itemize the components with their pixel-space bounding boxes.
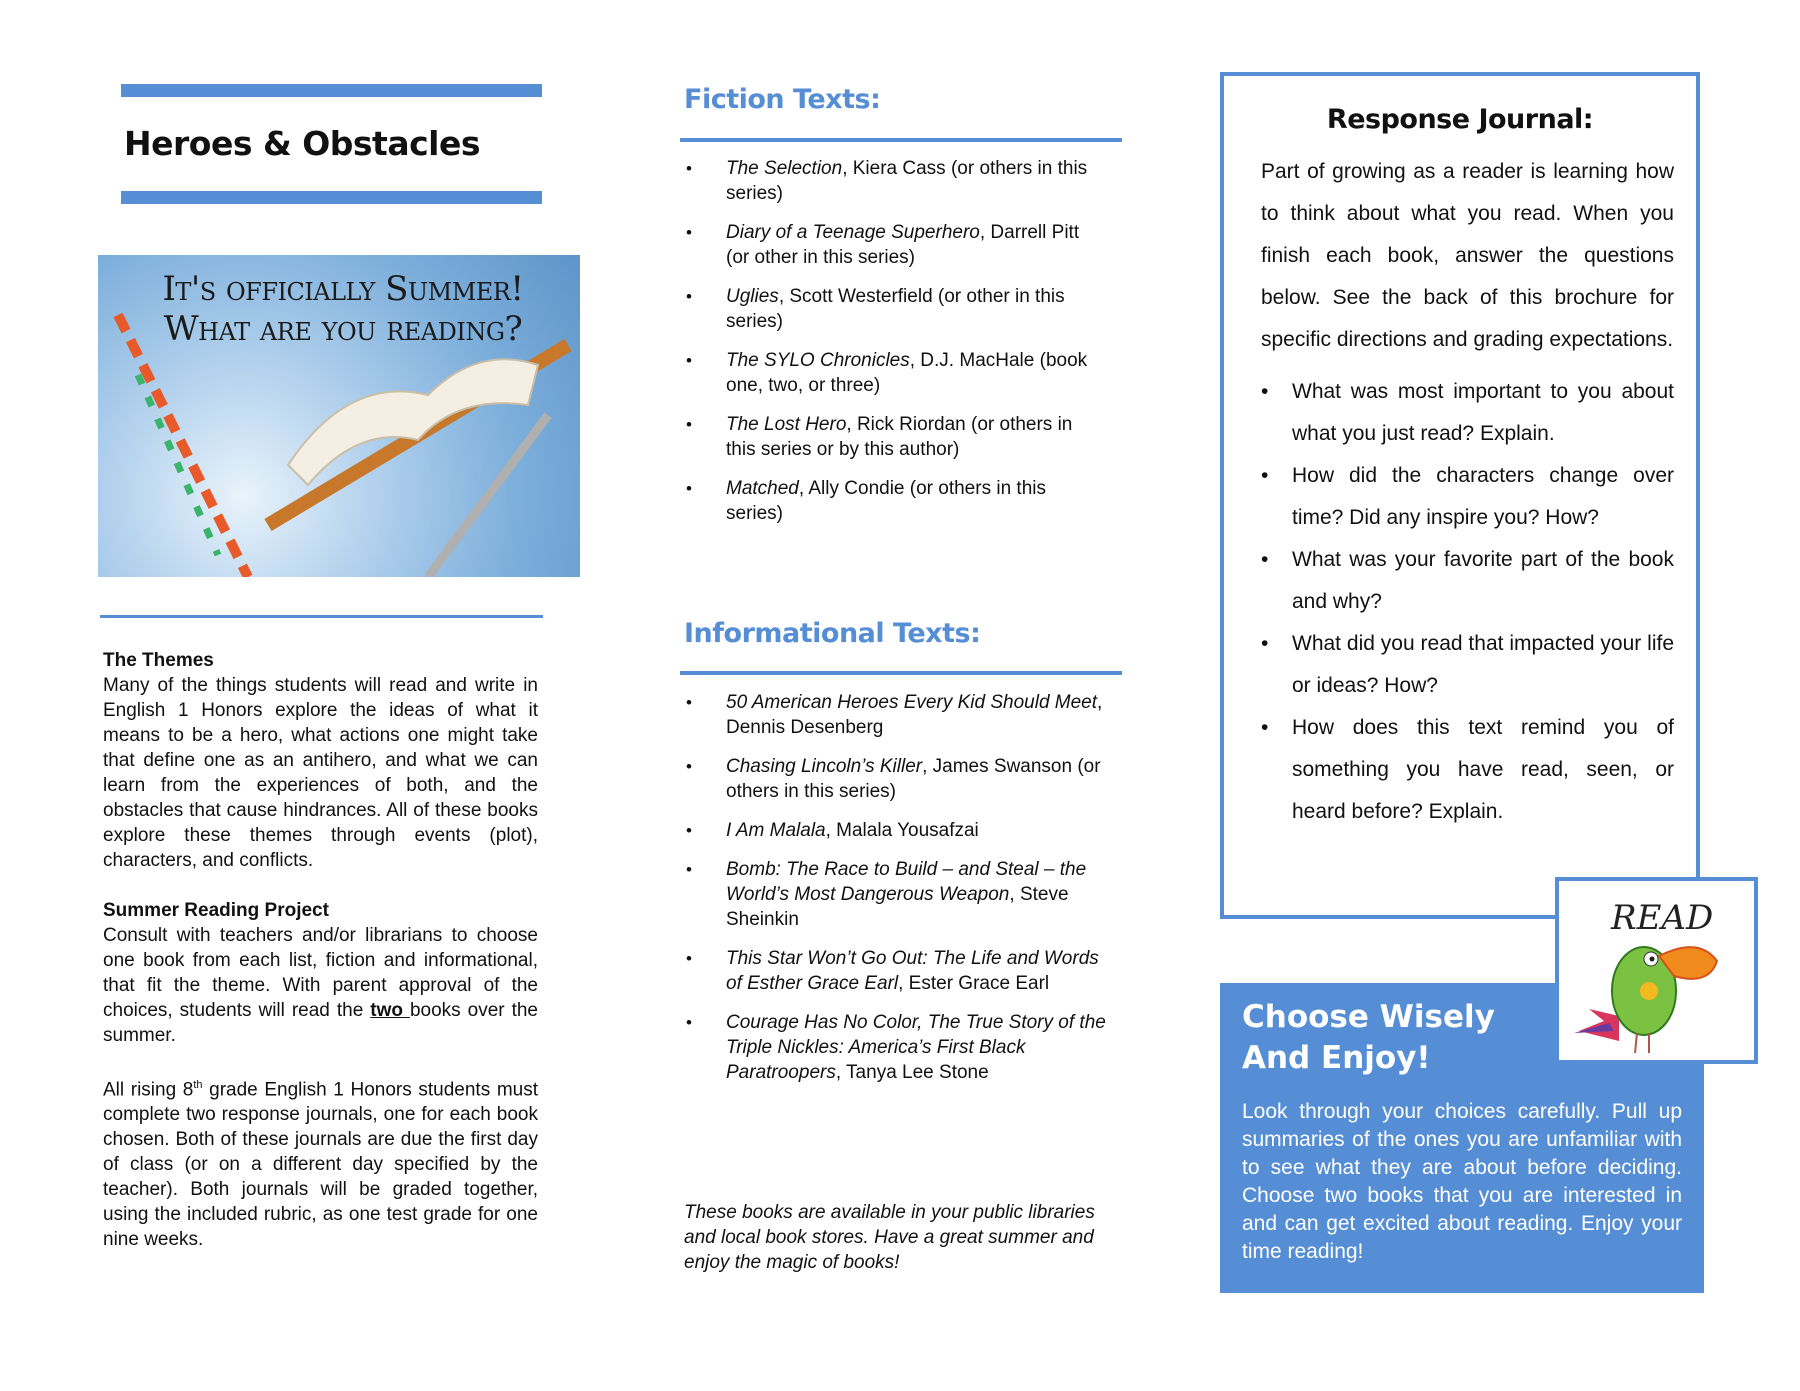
book-title: This Star Won’t Go Out: The Life and Words of Esther Grace Earl	[726, 948, 1099, 994]
book-author: , Darrell Pitt (or other in this series)	[726, 222, 1080, 268]
journal-question: • How did the characters change over time? Did any inspire you? How?	[1261, 455, 1674, 539]
book-title: I Am Malala	[726, 820, 826, 841]
informational-rule	[680, 671, 1122, 675]
section-rule	[100, 615, 543, 618]
book-title: The Lost Hero	[726, 414, 847, 435]
themes-section	[103, 648, 538, 1252]
read-parrot-image	[1555, 877, 1758, 1064]
book-title: The Selection	[726, 158, 843, 179]
book-author: , D.J. MacHale (book one, two, or three)	[726, 350, 1088, 396]
journal-intro: Part of growing as a reader is learning how to think about what you read. When you finish each book, answer the questions below. See the back of this brochure for specific directions and grading expectations.	[1261, 160, 1674, 351]
book-title: Uglies	[726, 286, 779, 307]
book-title: Chasing Lincoln’s Killer	[726, 756, 923, 777]
book-title: The SYLO Chronicles	[726, 350, 910, 371]
journal-heading: Response Journal:	[1326, 104, 1594, 135]
book-list-item	[686, 476, 1106, 526]
closing-note: These books are available in your public libraries and local book stores. Have a great summer and enjoy the magic of books!	[684, 1202, 1095, 1273]
rising-text-part: grade English 1 Honors students must complete two response journals, one for each book chosen. Both of these journals are due the first day of class (or on a different day specified by the teacher). Both journals will be graded together, using the included rubric, as one test grade for one nine weeks.	[103, 1079, 538, 1251]
project-heading: Summer Reading Project	[103, 900, 329, 921]
project-text-part: books over the summer.	[103, 1000, 539, 1046]
book-list-item	[686, 754, 1106, 804]
question-list	[1261, 371, 1674, 833]
book-author: , Dennis Desenberg	[726, 692, 1103, 738]
parrot-icon	[1559, 881, 1754, 1060]
book-author: , Steve Sheinkin	[726, 884, 1069, 930]
fiction-heading: Fiction Texts:	[684, 84, 881, 115]
book-list-item	[686, 284, 1106, 334]
book-title: Diary of a Teenage Superhero	[726, 222, 980, 243]
book-list-item	[686, 412, 1106, 462]
choose-heading-line2: And Enjoy!	[1242, 1040, 1431, 1076]
image-caption-line2: What are you reading?	[163, 309, 523, 349]
book-author: , Scott Westerfield (or other in this series)	[726, 286, 1065, 332]
journal-question: • What did you read that impacted your life or ideas? How?	[1261, 623, 1674, 707]
book-author: , Rick Riordan (or others in this series or by this author)	[726, 414, 1073, 460]
book-title: Bomb: The Race to Build – and Steal – the World’s Most Dangerous Weapon	[726, 859, 1087, 905]
book-list-item	[686, 818, 1106, 843]
book-title: 50 American Heroes Every Kid Should Meet	[726, 692, 1098, 713]
book-author: , Tanya Lee Stone	[835, 1062, 989, 1083]
informational-list	[686, 690, 1106, 1099]
project-emphasis: two	[370, 1000, 410, 1021]
book-list-item	[686, 857, 1106, 932]
book-list-item	[686, 220, 1106, 270]
summer-reading-image	[98, 255, 580, 577]
choose-heading-line1: Choose Wisely	[1242, 999, 1495, 1035]
choose-text: Look through your choices carefully. Pull up summaries of the ones you are unfamiliar with to see what they are about before deciding. Choose two books that you are interested in and can get excited about reading. Enjoy your time reading!	[1242, 1100, 1682, 1263]
book-list-item	[686, 348, 1106, 398]
rising-text	[103, 1073, 538, 1252]
rising-text-part: All rising 8	[103, 1079, 194, 1101]
choose-heading	[1242, 997, 1495, 1079]
book-author: , Kiera Cass (or others in this series)	[726, 158, 1088, 204]
title-bottom-rule	[121, 191, 542, 204]
book-author: , Ally Condie (or others in this series)	[726, 478, 1046, 524]
informational-heading: Informational Texts:	[684, 618, 981, 649]
journal-question: • How does this text remind you of something you have read, seen, or heard before? Explain.	[1261, 707, 1674, 833]
ordinal-suffix: th	[193, 1079, 203, 1091]
project-text-part: Consult with teachers and/or librarians to choose one book from each list, fiction and informational, that fit the theme. With parent approval of the choices, students will read the	[103, 925, 538, 1021]
parrot-read-lettering: READ	[1611, 898, 1714, 938]
project-text	[103, 923, 538, 1048]
fiction-rule	[680, 138, 1122, 142]
fiction-list	[686, 156, 1106, 540]
book-list-item	[686, 156, 1106, 206]
book-list-item	[686, 946, 1106, 996]
themes-heading: The Themes	[103, 650, 214, 671]
book-list-item	[686, 690, 1106, 740]
book-author: , Malala Yousafzai	[825, 820, 979, 841]
journal-question: • What was your favorite part of the book and why?	[1261, 539, 1674, 623]
book-list-item	[686, 1010, 1106, 1085]
response-journal-box	[1220, 72, 1700, 919]
image-caption-line1: It's officially Summer!	[162, 269, 524, 309]
page-title: Heroes & Obstacles	[124, 124, 480, 163]
book-title: Matched	[726, 478, 799, 499]
book-title: Courage Has No Color, The True Story of the Triple Nickles: America’s First Black Paratroopers	[726, 1012, 1106, 1083]
journal-question: • What was most important to you about what you just read? Explain.	[1261, 371, 1674, 455]
book-author: , James Swanson (or others in this series)	[726, 756, 1101, 802]
themes-text: Many of the things students will read and write in English 1 Honors explore the ideas of what it means to be a hero, what actions one might take that define one as an antihero, and what we can learn from the experiences of both, and the obstacles that cause hindrances. All of these books explore these themes through events (plot), characters, and conflicts.	[103, 675, 538, 871]
book-author: , Ester Grace Earl	[898, 973, 1050, 994]
title-top-rule	[121, 84, 542, 97]
